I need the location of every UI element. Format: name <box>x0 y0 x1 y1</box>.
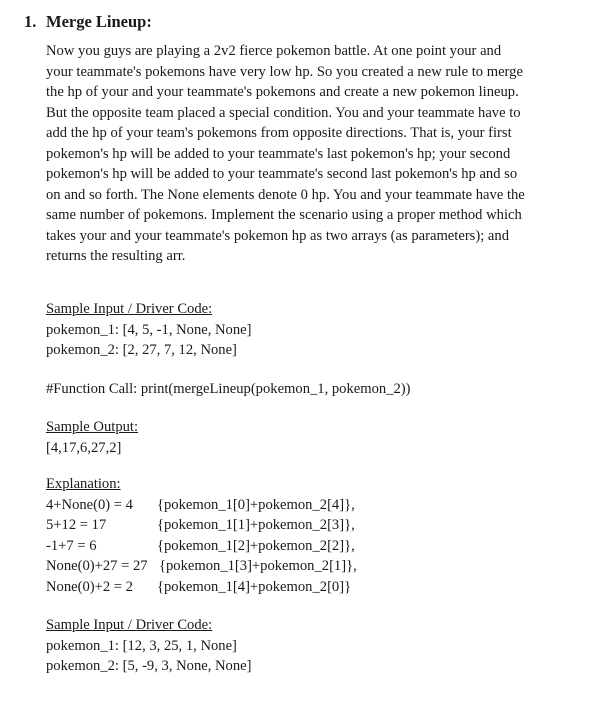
description-line: your teammate's pokemons have very low hp. So you created a new rule to merge <box>46 63 523 80</box>
problem-content <box>46 41 589 677</box>
sample-output-label: Sample Output: <box>46 419 139 435</box>
description-line: pokemon's hp will be added to your teammate's second last pokemon's hp and so <box>46 166 518 182</box>
description-line: on and so forth. The None elements denote 0 hp. You and your teammate have the <box>46 186 525 203</box>
description-line: same number of pokemons. Implement the scenario using a proper method which <box>46 207 522 223</box>
sample-output-value: [4,17,6,27,2] <box>46 439 122 456</box>
explanation-detail: {pokemon_1[0]+pokemon_2[4]}, <box>157 496 355 513</box>
explanation-expression: 4+None(0) = 4 <box>46 496 133 513</box>
description-line: takes your and your teammate's pokemon hp as two arrays (as parameters); and <box>46 227 509 244</box>
sample-input-line: pokemon_1: [4, 5, -1, None, None] <box>46 321 252 338</box>
explanation-row <box>46 495 589 516</box>
explanation-detail: {pokemon_1[4]+pokemon_2[0]} <box>157 578 352 595</box>
description-line: the hp of your and your teammate's pokemons and create a new pokemon lineup. <box>46 84 519 100</box>
function-call: #Function Call: print(mergeLineup(pokemon_1, pokemon_2)) <box>46 380 411 397</box>
sample-input-2 <box>46 615 589 677</box>
explanation <box>46 474 589 597</box>
problem-heading <box>24 11 589 33</box>
explanation-expression: -1+7 = 6 <box>46 537 97 554</box>
explanation-detail: {pokemon_1[3]+pokemon_2[1]}, <box>159 558 357 574</box>
explanation-row <box>46 577 589 598</box>
sample-input-line: pokemon_1: [12, 3, 25, 1, None] <box>46 637 237 654</box>
description-line: add the hp of your team's pokemons from opposite directions. That is, your first <box>46 125 512 141</box>
explanation-label: Explanation: <box>46 476 121 492</box>
problem-number: 1. <box>24 12 37 31</box>
sample-input-line: pokemon_2: [5, -9, 3, None, None] <box>46 658 252 674</box>
description-line: Now you guys are playing a 2v2 fierce pokemon battle. At one point your and <box>46 43 502 59</box>
sample-input-1 <box>46 299 589 361</box>
description-line: But the opposite team placed a special condition. You and your teammate have to <box>46 104 521 121</box>
sample-output <box>46 417 589 458</box>
problem-description <box>46 41 589 267</box>
explanation-expression: 5+12 = 17 <box>46 517 107 533</box>
explanation-row <box>46 556 589 577</box>
explanation-detail: {pokemon_1[1]+pokemon_2[3]}, <box>157 517 355 533</box>
description-line: returns the resulting arr. <box>46 248 186 264</box>
explanation-detail: {pokemon_1[2]+pokemon_2[2]}, <box>157 537 355 554</box>
problem-title: Merge Lineup: <box>46 12 152 31</box>
sample-input-label: Sample Input / Driver Code: <box>46 617 213 633</box>
sample-input-label: Sample Input / Driver Code: <box>46 301 213 317</box>
explanation-expression: None(0)+2 = 2 <box>46 578 133 595</box>
explanation-row <box>46 515 589 536</box>
explanation-row <box>46 536 589 557</box>
description-line: pokemon's hp will be added to your teammate's last pokemon's hp; your second <box>46 145 511 162</box>
sample-input-line: pokemon_2: [2, 27, 7, 12, None] <box>46 342 237 358</box>
explanation-expression: None(0)+27 = 27 <box>46 558 148 574</box>
